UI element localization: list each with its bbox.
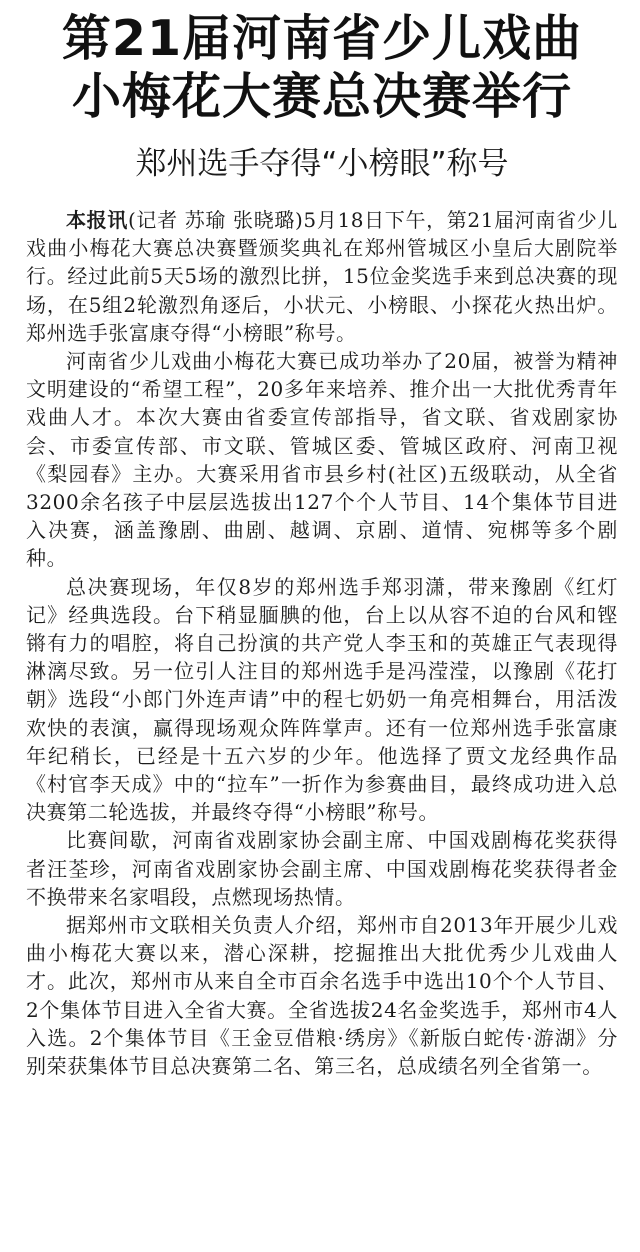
dateline-lead: 本报讯 (66, 208, 128, 232)
article-paragraph-1 (26, 206, 618, 347)
article-paragraph-3: 总决赛现场，年仅8岁的郑州选手郑羽潇，带来豫剧《红灯记》经典选段。台下稍显腼腆的他，台上以从容不迫的台风和铿锵有力的唱腔，将自己扮演的共产党人李玉和的英雄正气表现得淋漓尽致。另一位引人注目的郑州选手是冯滢滢，以豫剧《花打朝》选段“小郎门外连声请”中的程七奶奶一角亮相舞台，用活泼欢快的表演，赢得现场观众阵阵掌声。还有一位郑州选手张富康年纪稍长，已经是十五六岁的少年。他选择了贾文龙经典作品《村官李天成》中的“拉车”一折作为参赛曲目，最终成功进入总决赛第二轮选拔，并最终夺得“小榜眼”称号。 (26, 574, 618, 825)
headline-line-1: 第21届河南省少儿戏曲 (61, 10, 583, 67)
article-body (26, 206, 618, 1080)
headline (26, 0, 618, 126)
headline-line-2: 小梅花大赛总决赛举行 (71, 68, 572, 125)
byline: (记者 苏瑜 张晓璐) (127, 208, 304, 232)
paragraph-text: 5月18日下午，第21届河南省少儿戏曲小梅花大赛总决赛暨颁奖典礼在郑州管城区小皇后大剧院举行。经过此前5天5场的激烈比拼，15位金奖选手来到总决赛的现场，在5组2轮激烈角逐后，小状元、小榜眼、小探花火热出炉。郑州选手张富康夺得“小榜眼”称号。 (26, 208, 618, 345)
article-paragraph-5: 据郑州市文联相关负责人介绍，郑州市自2013年开展少儿戏曲小梅花大赛以来，潜心深耕，挖掘推出大批优秀少儿戏曲人才。此次，郑州市从来自全市百余名选手中选出10个个人节目、2个集体节目进入全省大赛。全省选拔24名金奖选手，郑州市4人入选。2个集体节目《王金豆借粮·绣房》《新版白蛇传·游湖》分别荣获集体节目总决赛第二名、第三名，总成绩名列全省第一。 (26, 913, 618, 1079)
article-paragraph-4: 比赛间歇，河南省戏剧家协会副主席、中国戏剧梅花奖获得者汪荃珍，河南省戏剧家协会副主席、中国戏剧梅花奖获得者金不换带来名家唱段，点燃现场热情。 (26, 828, 618, 909)
subheadline: 郑州选手夺得“小榜眼”称号 (135, 146, 509, 182)
article-paragraph-2: 河南省少儿戏曲小梅花大赛已成功举办了20届，被誉为精神文明建设的“希望工程”，20多年来培养、推介出一大批优秀青年戏曲人才。本次大赛由省委宣传部指导，省文联、省戏剧家协会、市委宣传部、市文联、管城区委、管城区政府、河南卫视《梨园春》主办。大赛采用省市县乡村(社区)五级联动，从全省3200余名孩子中层层选拔出127个个人节目、14个集体节目进入决赛，涵盖豫剧、曲剧、越调、京剧、道情、宛梆等多个剧种。 (26, 349, 618, 571)
